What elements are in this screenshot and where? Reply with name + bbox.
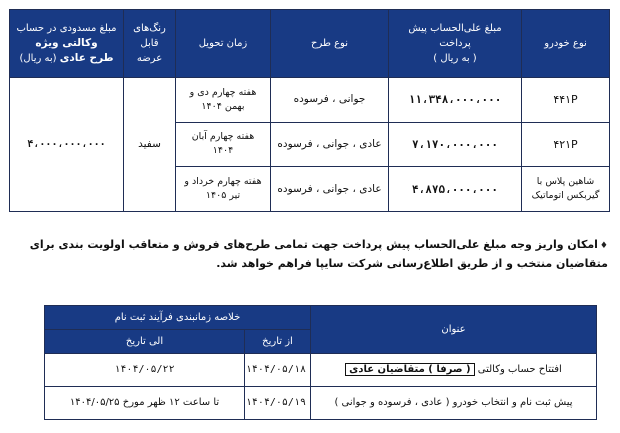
cell-title-boxed: ( صرفا ) متقاضیان عادی <box>345 363 474 376</box>
cell-delivery: هفته چهارم دی و بهمن ۱۴۰۴ <box>176 78 271 123</box>
cell-from-date: ۱۴۰۴/۰۵/۱۹ <box>245 387 311 420</box>
cell-model: ۴۲۱P <box>522 122 610 167</box>
header-from-date: از تاریخ <box>245 330 311 354</box>
table-row <box>45 387 597 420</box>
schedule-table <box>44 305 597 420</box>
cell-title <box>311 354 597 387</box>
header-prepayment-unit: ( به ریال ) <box>433 53 477 64</box>
cell-model: ۴۴۱P <box>522 78 610 123</box>
cell-from-date: ۱۴۰۴/۰۵/۱۸ <box>245 354 311 387</box>
bullet-icon: ♦ <box>599 241 608 251</box>
cell-prepay: ۱۱،۳۴۸،۰۰۰،۰۰۰ <box>389 78 522 123</box>
header-to-date: الی تاریخ <box>45 330 245 354</box>
header-deposit-unit: (به ریال) <box>19 53 57 64</box>
notice-text: امکان واریز وجه مبلغ علی‌الحساب پیش پرداخت جهت تمامی طرح‌های فروش و متعاقب اولویت بندی برای متقاضیان منتخب و از طریق اطلاع‌رسانی شرکت سایپا فراهم خواهد شد. <box>29 238 608 270</box>
cell-plan: جوانی ، فرسوده <box>271 78 389 123</box>
cell-plan: عادی ، جوانی ، فرسوده <box>271 167 389 212</box>
header-delivery-time: زمان تحویل <box>176 10 271 78</box>
header-title: عنوان <box>311 306 597 354</box>
cell-title-prefix: افتتاح حساب وکالتی <box>477 364 562 375</box>
notice-paragraph <box>10 236 608 273</box>
header-deposit-line1: مبلغ مسدودی در حساب <box>16 23 117 34</box>
header-prepayment <box>389 10 522 78</box>
cell-delivery: هفته چهارم خرداد و تیر ۱۴۰۵ <box>176 167 271 212</box>
cell-color: سفید <box>124 78 176 212</box>
cell-to-date: تا ساعت ۱۲ ظهر مورخ ۱۴۰۴/۰۵/۲۵ <box>45 387 245 420</box>
header-car-model: نوع خودرو <box>522 10 610 78</box>
cell-title-prefix: پیش ثبت نام و انتخاب خودرو ( عادی ، فرسوده و جوانی ) <box>334 397 573 408</box>
cell-title <box>311 387 597 420</box>
header-deposit-bold1: وکالتی ویژه <box>35 37 98 49</box>
cell-to-date: ۱۴۰۴/۰۵/۲۲ <box>45 354 245 387</box>
schedule-header-row <box>45 306 597 330</box>
price-table <box>9 9 610 212</box>
cell-prepay: ۴،۸۷۵،۰۰۰،۰۰۰ <box>389 167 522 212</box>
header-blocked-deposit <box>10 10 124 78</box>
cell-model: شاهین پلاس با گیربکس اتوماتیک <box>522 167 610 212</box>
cell-deposit: ۴،۰۰۰،۰۰۰،۰۰۰ <box>10 78 124 212</box>
cell-delivery: هفته چهارم آبان ۱۴۰۴ <box>176 122 271 167</box>
header-plan-type: نوع طرح <box>271 10 389 78</box>
header-prepayment-label: مبلغ علی‌الحساب پیش پرداخت <box>408 23 502 49</box>
cell-plan: عادی ، جوانی ، فرسوده <box>271 122 389 167</box>
table-row <box>45 354 597 387</box>
header-colors: رنگ‌های قابل عرضه <box>124 10 176 78</box>
header-summary: خلاصه زمانبندی فرآیند ثبت نام <box>45 306 311 330</box>
cell-prepay: ۷،۱۷۰،۰۰۰،۰۰۰ <box>389 122 522 167</box>
price-table-header-row <box>10 10 610 78</box>
header-deposit-bold2: طرح عادی <box>59 52 114 64</box>
table-row <box>10 78 610 123</box>
